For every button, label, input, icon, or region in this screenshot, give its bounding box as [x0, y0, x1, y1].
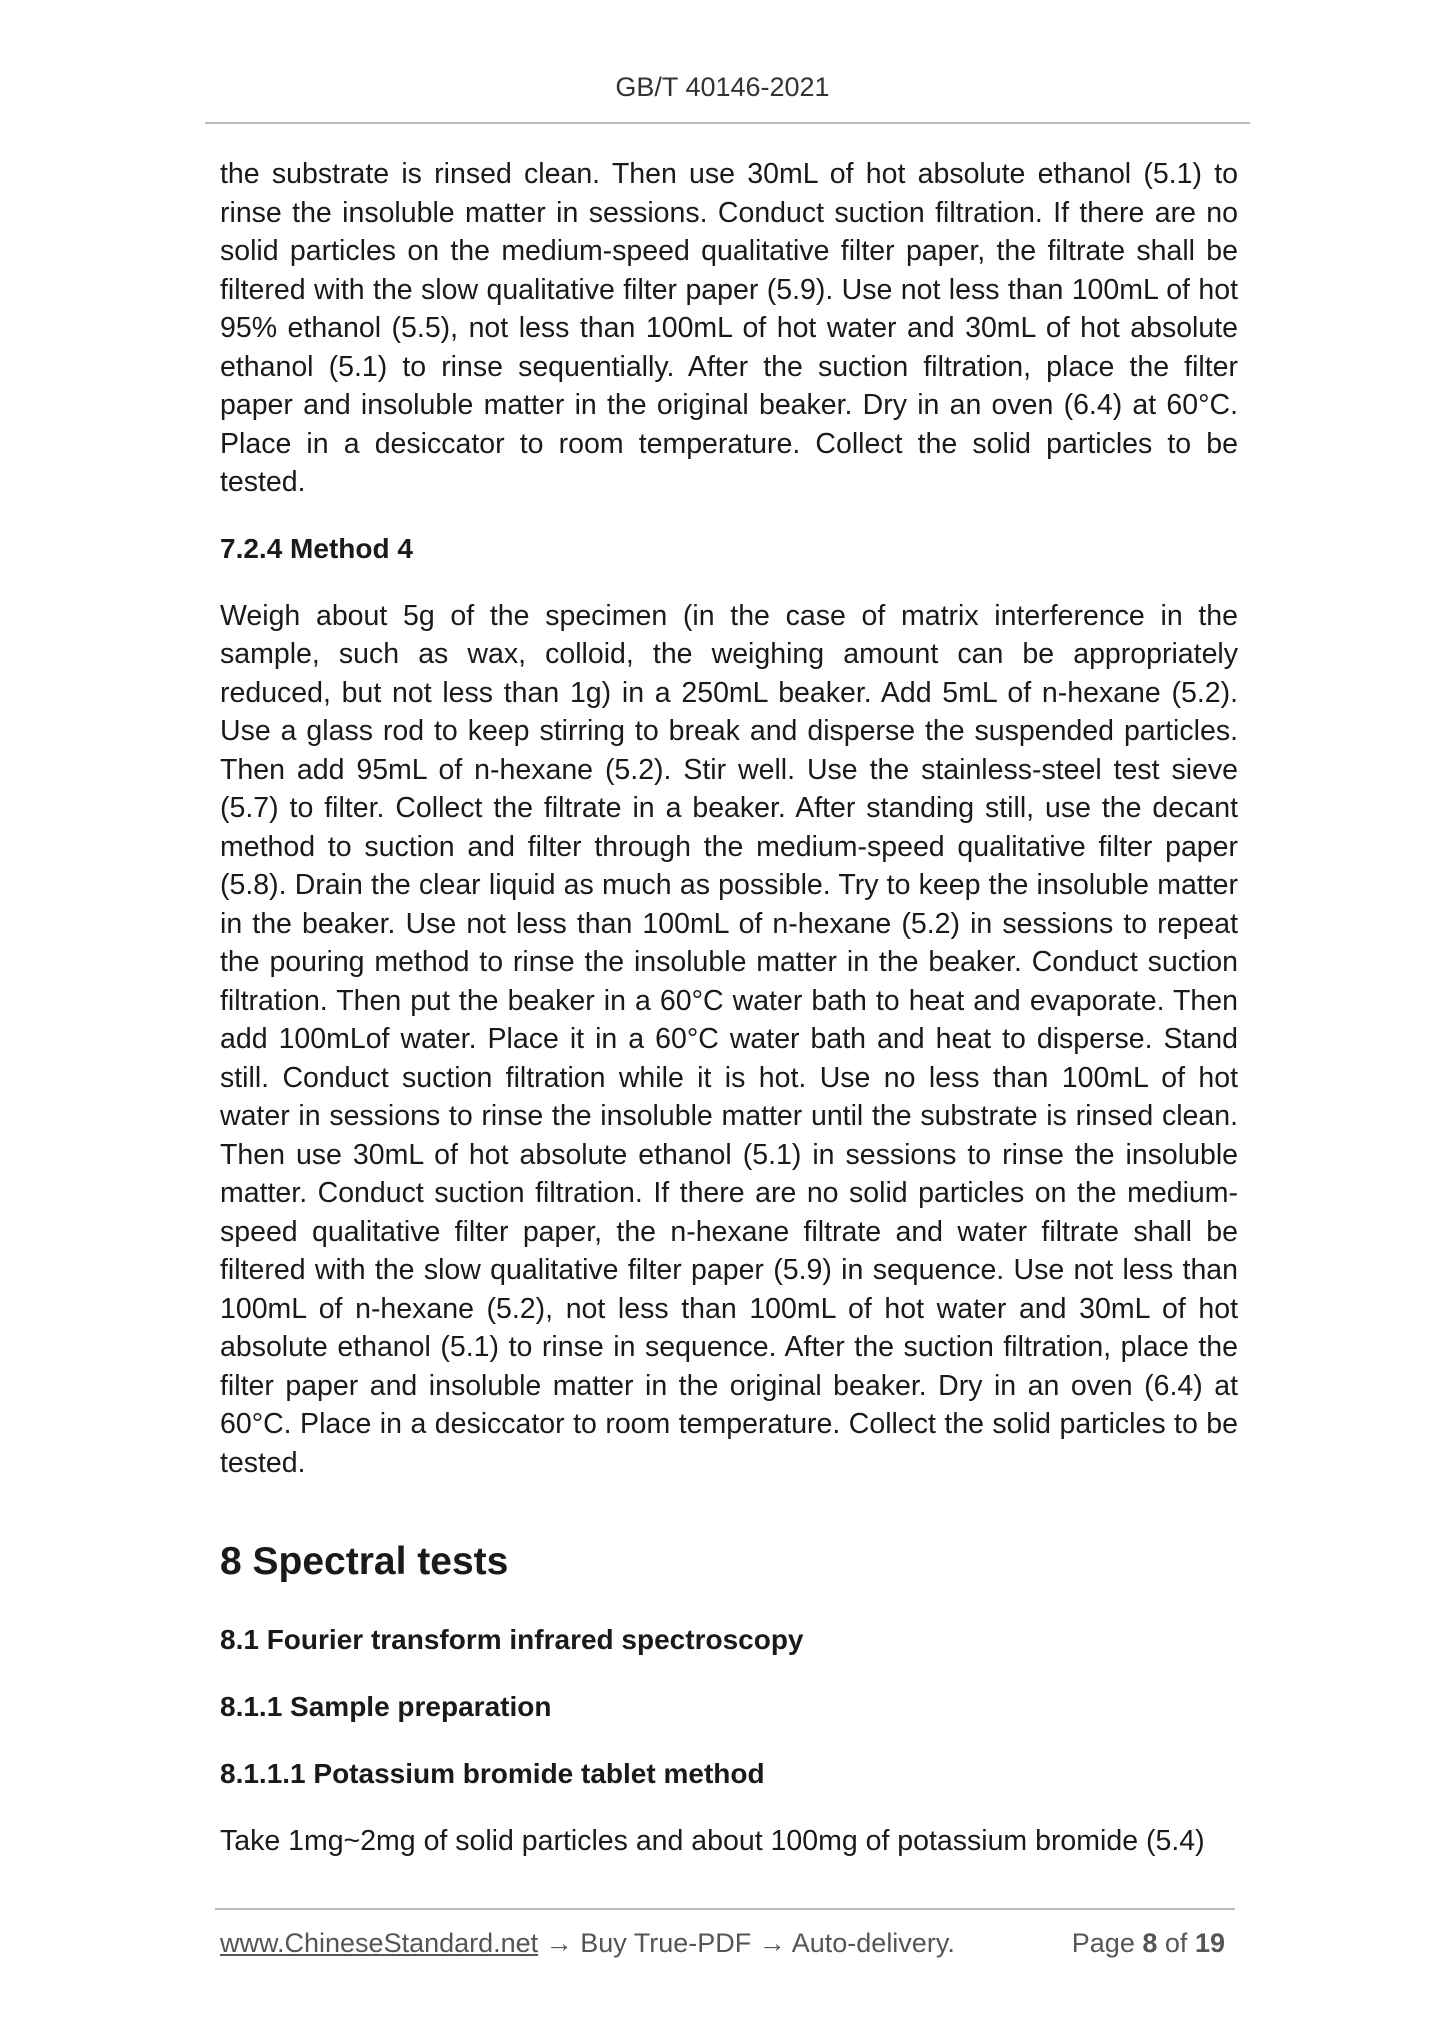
chapter-heading-8: 8 Spectral tests	[220, 1540, 509, 1583]
header-divider	[205, 122, 1250, 124]
page-indicator	[1072, 1928, 1225, 1959]
page-total: 19	[1194, 1928, 1225, 1958]
section-heading-8-1-1: 8.1.1 Sample preparation	[220, 1691, 552, 1722]
page-word: Page	[1071, 1928, 1135, 1958]
page-current: 8	[1142, 1928, 1158, 1958]
paragraph-continued: the substrate is rinsed clean. Then use 30mL of hot absolute ethanol (5.1) to rinse the insoluble matter in sessions. Conduct suction filtration. If there are no solid particles on the medium-speed qualitative filter paper, the filtrate shall be filtered with the slow qualitative filter paper (5.9). Use not less than 100mL of hot 95% ethanol (5.5), not less than 100mL of hot water and 30mL of hot absolute ethanol (5.1) to rinse sequentially. After the suction filtration, place the filter paper and insoluble matter in the original beaker. Dry in an oven (6.4) at 60°C. Place in a desiccator to room temperature. Collect the solid particles to be tested.	[220, 158, 1238, 498]
section-heading-8-1-1-1: 8.1.1.1 Potassium bromide tablet method	[220, 1758, 765, 1789]
footer-site-link[interactable]: www.ChineseStandard.net	[220, 1928, 539, 1958]
paragraph-method-4: Weigh about 5g of the specimen (in the case of matrix interference in the sample, such as wax, colloid, the weighing amount can be appropriately reduced, but not less than 1g) in a 250mL beaker. Add 5mL of n-hexane (5.2). Use a glass rod to keep stirring to break and disperse the suspended particles. Then add 95mL of n-hexane (5.2). Stir well. Use the stainless-steel test sieve (5.7) to filter. Collect the filtrate in a beaker. After standing still, use the decant method to suction and filter through the medium-speed qualitative filter paper (5.8). Drain the clear liquid as much as possible. Try to keep the insoluble matter in the beaker. Use not less than 100mL of n-hexane (5.2) in sessions to repeat the pouring method to rinse the insoluble matter in the beaker. Conduct suction filtration. Then put the beaker in a 60°C water bath to heat and evaporate. Then add 100mLof water. Place it in a 60°C water bath and heat to disperse. Stand still. Conduct suction filtration while it is hot. Use no less than 100mL of hot water in sessions to rinse the insoluble matter until the substrate is rinsed clean. Then use 30mL of hot absolute ethanol (5.1) in sessions to rinse the insoluble matter. Conduct suction filtration. If there are no solid particles on the medium-speed qualitative filter paper, the n-hexane filtrate and water filtrate shall be filtered with the slow qualitative filter paper (5.9) in sequence. Use not less than 100mL of n-hexane (5.2), not less than 100mL of hot water and 30mL of hot absolute ethanol (5.1) to rinse in sequence. After the suction filtration, place the filter paper and insoluble matter in the original beaker. Dry in an oven (6.4) at 60°C. Place in a desiccator to room temperature. Collect the solid particles to be tested.	[220, 599, 1238, 1479]
footer-tagline: → Buy True-PDF → Auto-delivery.	[538, 1928, 955, 1958]
of-word: of	[1164, 1928, 1188, 1958]
footer-promo	[220, 1928, 955, 1959]
document-body	[220, 155, 1238, 1861]
section-heading-8-1: 8.1 Fourier transform infrared spectroscopy	[220, 1624, 804, 1655]
header-title: GB/T 40146-2021	[615, 72, 830, 102]
footer-divider	[215, 1908, 1235, 1910]
paragraph-kbr-method: Take 1mg~2mg of solid particles and about 100mg of potassium bromide (5.4)	[220, 1825, 1205, 1857]
section-heading-7-2-4: 7.2.4 Method 4	[220, 532, 413, 564]
